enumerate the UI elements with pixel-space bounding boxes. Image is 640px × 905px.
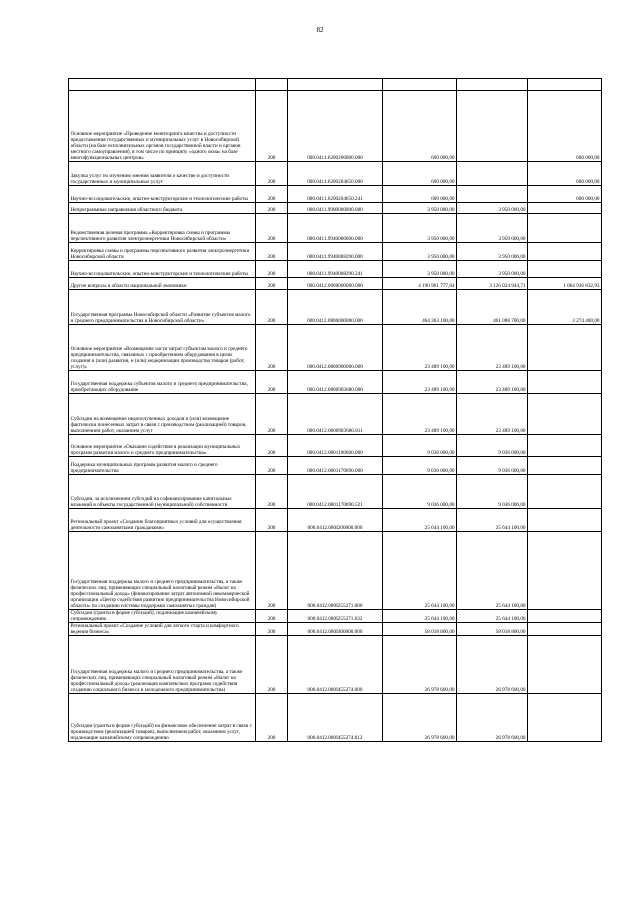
row-amount-total-cell: 3 950 000,00 bbox=[383, 243, 457, 261]
row-amount-region-cell bbox=[457, 91, 528, 162]
row-amount-region-cell: 25 644 100,00 bbox=[457, 532, 528, 610]
row-code-cell: 200 bbox=[256, 186, 288, 203]
row-name-cell: Непрограммные направления областного бюджета bbox=[69, 203, 256, 214]
row-amount-region-cell: 26 978 600,00 bbox=[457, 694, 528, 742]
table-row bbox=[69, 509, 602, 532]
row-name-cell: Основное мероприятие «Оказание содействия в реализации муниципальных программ развития малого и среднего предпринимательства» bbox=[69, 435, 256, 457]
table-row bbox=[69, 623, 602, 636]
row-kbk-cell bbox=[288, 79, 383, 91]
row-amount-total-cell: 464 363 100,00 bbox=[383, 290, 457, 325]
row-amount-total-cell: 4 190 961 777,64 bbox=[383, 278, 457, 290]
row-amount-total-cell: 600 000,00 bbox=[383, 91, 457, 162]
row-kbk-cell: 000.0412.0000000000.000 bbox=[288, 278, 383, 290]
row-kbk-cell: 000.0412.080I455274.000 bbox=[288, 636, 383, 694]
row-kbk-cell: 000.0411.6200204650.000 bbox=[288, 162, 383, 186]
row-code-cell: 200 bbox=[256, 457, 288, 475]
row-kbk-cell: 000.0412.0801170690.000 bbox=[288, 457, 383, 475]
row-kbk-cell: 000.0412.080I455274.812 bbox=[288, 694, 383, 742]
table-row bbox=[69, 457, 602, 475]
table-row bbox=[69, 325, 602, 371]
table-row bbox=[69, 214, 602, 243]
row-kbk-cell: 000.0412.0800903680.811 bbox=[288, 394, 383, 435]
row-code-cell: 200 bbox=[256, 261, 288, 278]
row-amount-total-cell: 3 950 000,00 bbox=[383, 261, 457, 278]
row-amount-total-cell: 9 036 000,00 bbox=[383, 435, 457, 457]
row-amount-federal-cell bbox=[528, 623, 602, 636]
table-row bbox=[69, 203, 602, 214]
row-amount-region-cell: 3 950 000,00 bbox=[457, 243, 528, 261]
row-code-cell: 200 bbox=[256, 203, 288, 214]
row-amount-total-cell: 26 978 600,00 bbox=[383, 694, 457, 742]
table-row bbox=[69, 186, 602, 203]
row-amount-total-cell: 3 950 000,00 bbox=[383, 203, 457, 214]
row-name-cell: Государственная поддержка малого и среднего предпринимательства, а также физических лиц, применяющих специальный налоговый режим «Налог на профессиональный доход» (реализация комплексных программ содействия созданию социального бизнеса и молодежного предпринимательства) bbox=[69, 636, 256, 694]
row-amount-federal-cell: 600 000,00 bbox=[528, 162, 602, 186]
row-kbk-cell: 000.0411.9940008290.241 bbox=[288, 261, 383, 278]
row-kbk-cell: 000.0411.9940008290.000 bbox=[288, 243, 383, 261]
row-amount-total-cell: 25 644 100,00 bbox=[383, 532, 457, 610]
row-amount-total-cell bbox=[383, 79, 457, 91]
row-amount-region-cell: 26 978 600,00 bbox=[457, 636, 528, 694]
row-kbk-cell: 000.0411.6200200000.000 bbox=[288, 91, 383, 162]
row-kbk-cell: 000.0411.9900000000.000 bbox=[288, 203, 383, 214]
row-code-cell: 200 bbox=[256, 532, 288, 610]
row-code-cell: 200 bbox=[256, 636, 288, 694]
row-name-cell bbox=[69, 79, 256, 91]
row-amount-region-cell bbox=[457, 162, 528, 186]
row-kbk-cell: 000.0412.0801170690.521 bbox=[288, 475, 383, 509]
row-code-cell: 200 bbox=[256, 623, 288, 636]
row-name-cell: Субсидии (гранты в форме субсидий) на финансовое обеспечение затрат в связи с производством (реализацией товаров), выполнением работ, оказанием услуг, подлежащие казначейскому сопровождению bbox=[69, 694, 256, 742]
table-row bbox=[69, 394, 602, 435]
row-name-cell: Государственная программа Новосибирской области «Развитие субъектов малого и среднего предпринимательства в Новосибирской области» bbox=[69, 290, 256, 325]
row-code-cell: 200 bbox=[256, 214, 288, 243]
row-name-cell: Субсидии (гранты в форме субсидий), подлежащие казначейскому сопровождению bbox=[69, 610, 256, 623]
page-number: 82 bbox=[316, 26, 324, 34]
row-amount-region-cell: 3 950 000,00 bbox=[457, 203, 528, 214]
budget-table bbox=[68, 78, 602, 742]
row-name-cell: Закупка услуг по изучению мнения заявителя о качестве и доступности государственных и муниципальных услуг bbox=[69, 162, 256, 186]
row-code-cell: 200 bbox=[256, 694, 288, 742]
row-name-cell: Поддержка муниципальных программ развития малого и среднего предпринимательства bbox=[69, 457, 256, 475]
table-row bbox=[69, 636, 602, 694]
row-name-cell: Ведомственная целевая программа «Корректировка схемы и программы перспективного развития электроэнергетики Новосибирской области» bbox=[69, 214, 256, 243]
row-amount-federal-cell bbox=[528, 394, 602, 435]
row-amount-federal-cell bbox=[528, 694, 602, 742]
row-amount-federal-cell bbox=[528, 203, 602, 214]
row-code-cell: 200 bbox=[256, 91, 288, 162]
row-code-cell: 200 bbox=[256, 509, 288, 532]
row-name-cell: Другие вопросы в области национальной экономики bbox=[69, 278, 256, 290]
row-amount-federal-cell: 3 274 400,00 bbox=[528, 290, 602, 325]
row-amount-total-cell: 25 644 100,00 bbox=[383, 610, 457, 623]
row-code-cell: 200 bbox=[256, 243, 288, 261]
row-amount-federal-cell bbox=[528, 636, 602, 694]
row-name-cell: Основное мероприятие «Проведение мониторинга качества и доступности предоставления государственных и муниципальных услуг в Новосибирской области (на базе исполнительных органов государственной власти и органов местного самоуправления), в том числе по принципу «одного окна» на базе многофункциональных центров» bbox=[69, 91, 256, 162]
row-amount-federal-cell bbox=[528, 261, 602, 278]
row-amount-region-cell: 58 018 800,00 bbox=[457, 623, 528, 636]
row-amount-federal-cell bbox=[528, 435, 602, 457]
row-amount-federal-cell bbox=[528, 214, 602, 243]
row-amount-federal-cell: 1 064 936 832,93 bbox=[528, 278, 602, 290]
row-name-cell: Научно-исследовательские, опытно-конструкторские и технологические работы bbox=[69, 261, 256, 278]
row-amount-federal-cell bbox=[528, 79, 602, 91]
row-amount-total-cell: 25 644 100,00 bbox=[383, 509, 457, 532]
row-amount-total-cell: 26 978 600,00 bbox=[383, 636, 457, 694]
row-amount-region-cell: 3 950 000,00 bbox=[457, 261, 528, 278]
row-name-cell: Субсидии, за исключением субсидий на софинансирование капитальных вложений в объекты государственной (муниципальной) собственности bbox=[69, 475, 256, 509]
table-row bbox=[69, 243, 602, 261]
table-row bbox=[69, 162, 602, 186]
table-row bbox=[69, 610, 602, 623]
row-amount-total-cell: 3 950 000,00 bbox=[383, 214, 457, 243]
row-kbk-cell: 000.0412.080I255271.632 bbox=[288, 610, 383, 623]
row-name-cell: Региональный проект «Создание условий для легкого старта и комфортного ведения бизнеса» bbox=[69, 623, 256, 636]
row-amount-federal-cell: 600 000,00 bbox=[528, 186, 602, 203]
row-amount-region-cell: 25 644 100,00 bbox=[457, 610, 528, 623]
row-amount-total-cell: 23 489 100,00 bbox=[383, 394, 457, 435]
table-row bbox=[69, 261, 602, 278]
row-amount-region-cell: 3 950 000,00 bbox=[457, 214, 528, 243]
table-row bbox=[69, 532, 602, 610]
row-kbk-cell: 000.0412.080I200000.000 bbox=[288, 509, 383, 532]
row-code-cell: 200 bbox=[256, 162, 288, 186]
row-amount-region-cell: 23 489 100,00 bbox=[457, 371, 528, 394]
row-amount-region-cell: 461 088 700,00 bbox=[457, 290, 528, 325]
table-row bbox=[69, 91, 602, 162]
table-row bbox=[69, 435, 602, 457]
row-amount-federal-cell bbox=[528, 610, 602, 623]
table-row bbox=[69, 694, 602, 742]
row-amount-region-cell: 23 489 100,00 bbox=[457, 394, 528, 435]
row-amount-total-cell: 600 000,00 bbox=[383, 186, 457, 203]
table-row bbox=[69, 475, 602, 509]
row-amount-federal-cell: 600 000,00 bbox=[528, 91, 602, 162]
row-name-cell: Научно-исследовательские, опытно-конструкторские и технологические работы bbox=[69, 186, 256, 203]
row-amount-federal-cell bbox=[528, 325, 602, 371]
row-kbk-cell: 000.0412.0800900000.000 bbox=[288, 325, 383, 371]
row-amount-region-cell: 9 036 000,00 bbox=[457, 457, 528, 475]
table-row bbox=[69, 290, 602, 325]
row-amount-federal-cell bbox=[528, 532, 602, 610]
row-code-cell: 200 bbox=[256, 290, 288, 325]
row-kbk-cell: 000.0411.9940000000.000 bbox=[288, 214, 383, 243]
row-kbk-cell: 000.0411.6200204650.241 bbox=[288, 186, 383, 203]
row-amount-federal-cell bbox=[528, 371, 602, 394]
row-amount-region-cell: 25 644 100,00 bbox=[457, 509, 528, 532]
row-name-cell: Государственная поддержка субъектов малого и среднего предпринимательства, приобретающих оборудование bbox=[69, 371, 256, 394]
row-amount-region-cell bbox=[457, 186, 528, 203]
row-amount-region-cell: 3 126 024 944,71 bbox=[457, 278, 528, 290]
row-kbk-cell: 000.0412.0800903680.000 bbox=[288, 371, 383, 394]
row-amount-total-cell: 600 000,00 bbox=[383, 162, 457, 186]
row-amount-region-cell: 9 036 000,00 bbox=[457, 435, 528, 457]
row-code-cell: 200 bbox=[256, 394, 288, 435]
row-amount-region-cell: 9 036 000,00 bbox=[457, 475, 528, 509]
row-code-cell: 200 bbox=[256, 278, 288, 290]
row-amount-region-cell: 23 489 100,00 bbox=[457, 325, 528, 371]
row-amount-total-cell: 9 036 000,00 bbox=[383, 475, 457, 509]
row-kbk-cell: 000.0412.0801100000.000 bbox=[288, 435, 383, 457]
row-amount-federal-cell bbox=[528, 475, 602, 509]
table-row bbox=[69, 278, 602, 290]
row-code-cell: 200 bbox=[256, 475, 288, 509]
row-code-cell: 200 bbox=[256, 371, 288, 394]
row-amount-total-cell: 23 489 100,00 bbox=[383, 325, 457, 371]
row-code-cell: 200 bbox=[256, 325, 288, 371]
row-amount-total-cell: 58 018 800,00 bbox=[383, 623, 457, 636]
row-name-cell: Корректировка схемы и программы перспективного развития электроэнергетики Новосибирской области bbox=[69, 243, 256, 261]
row-amount-federal-cell bbox=[528, 509, 602, 532]
row-code-cell: 200 bbox=[256, 610, 288, 623]
row-kbk-cell: 000.0412.0800000000.000 bbox=[288, 290, 383, 325]
row-kbk-cell: 000.0412.080I400000.000 bbox=[288, 623, 383, 636]
row-kbk-cell: 000.0412.080I255271.000 bbox=[288, 532, 383, 610]
row-amount-federal-cell bbox=[528, 457, 602, 475]
row-name-cell: Государственная поддержка малого и среднего предпринимательства, а также физических лиц, применяющих специальный налоговый режим «Налог на профессиональный доход» (финансирование затрат автономной некоммерческой организации «Центр содействия развитию предпринимательства Новосибирской области» по созданию системы поддержки самозанятых граждан) bbox=[69, 532, 256, 610]
row-amount-total-cell: 23 489 100,00 bbox=[383, 371, 457, 394]
row-code-cell: 200 bbox=[256, 435, 288, 457]
row-name-cell: Региональный проект «Создание благоприятных условий для осуществления деятельности самозанятыми гражданами» bbox=[69, 509, 256, 532]
row-amount-total-cell: 9 036 000,00 bbox=[383, 457, 457, 475]
row-code-cell bbox=[256, 79, 288, 91]
row-name-cell: Субсидии на возмещение недополученных доходов и (или) возмещение фактически понесенных затрат в связи с производством (реализацией) товаров, выполнением работ, оказанием услуг bbox=[69, 394, 256, 435]
table-row bbox=[69, 79, 602, 91]
row-amount-region-cell bbox=[457, 79, 528, 91]
row-amount-federal-cell bbox=[528, 243, 602, 261]
table-row bbox=[69, 371, 602, 394]
row-name-cell: Основное мероприятие «Возмещение части затрат субъектам малого и среднего предпринимательства, связанных с приобретением оборудования в целях создания и (или) развития, и (или) модернизации производства товаров (работ, услуг)» bbox=[69, 325, 256, 371]
